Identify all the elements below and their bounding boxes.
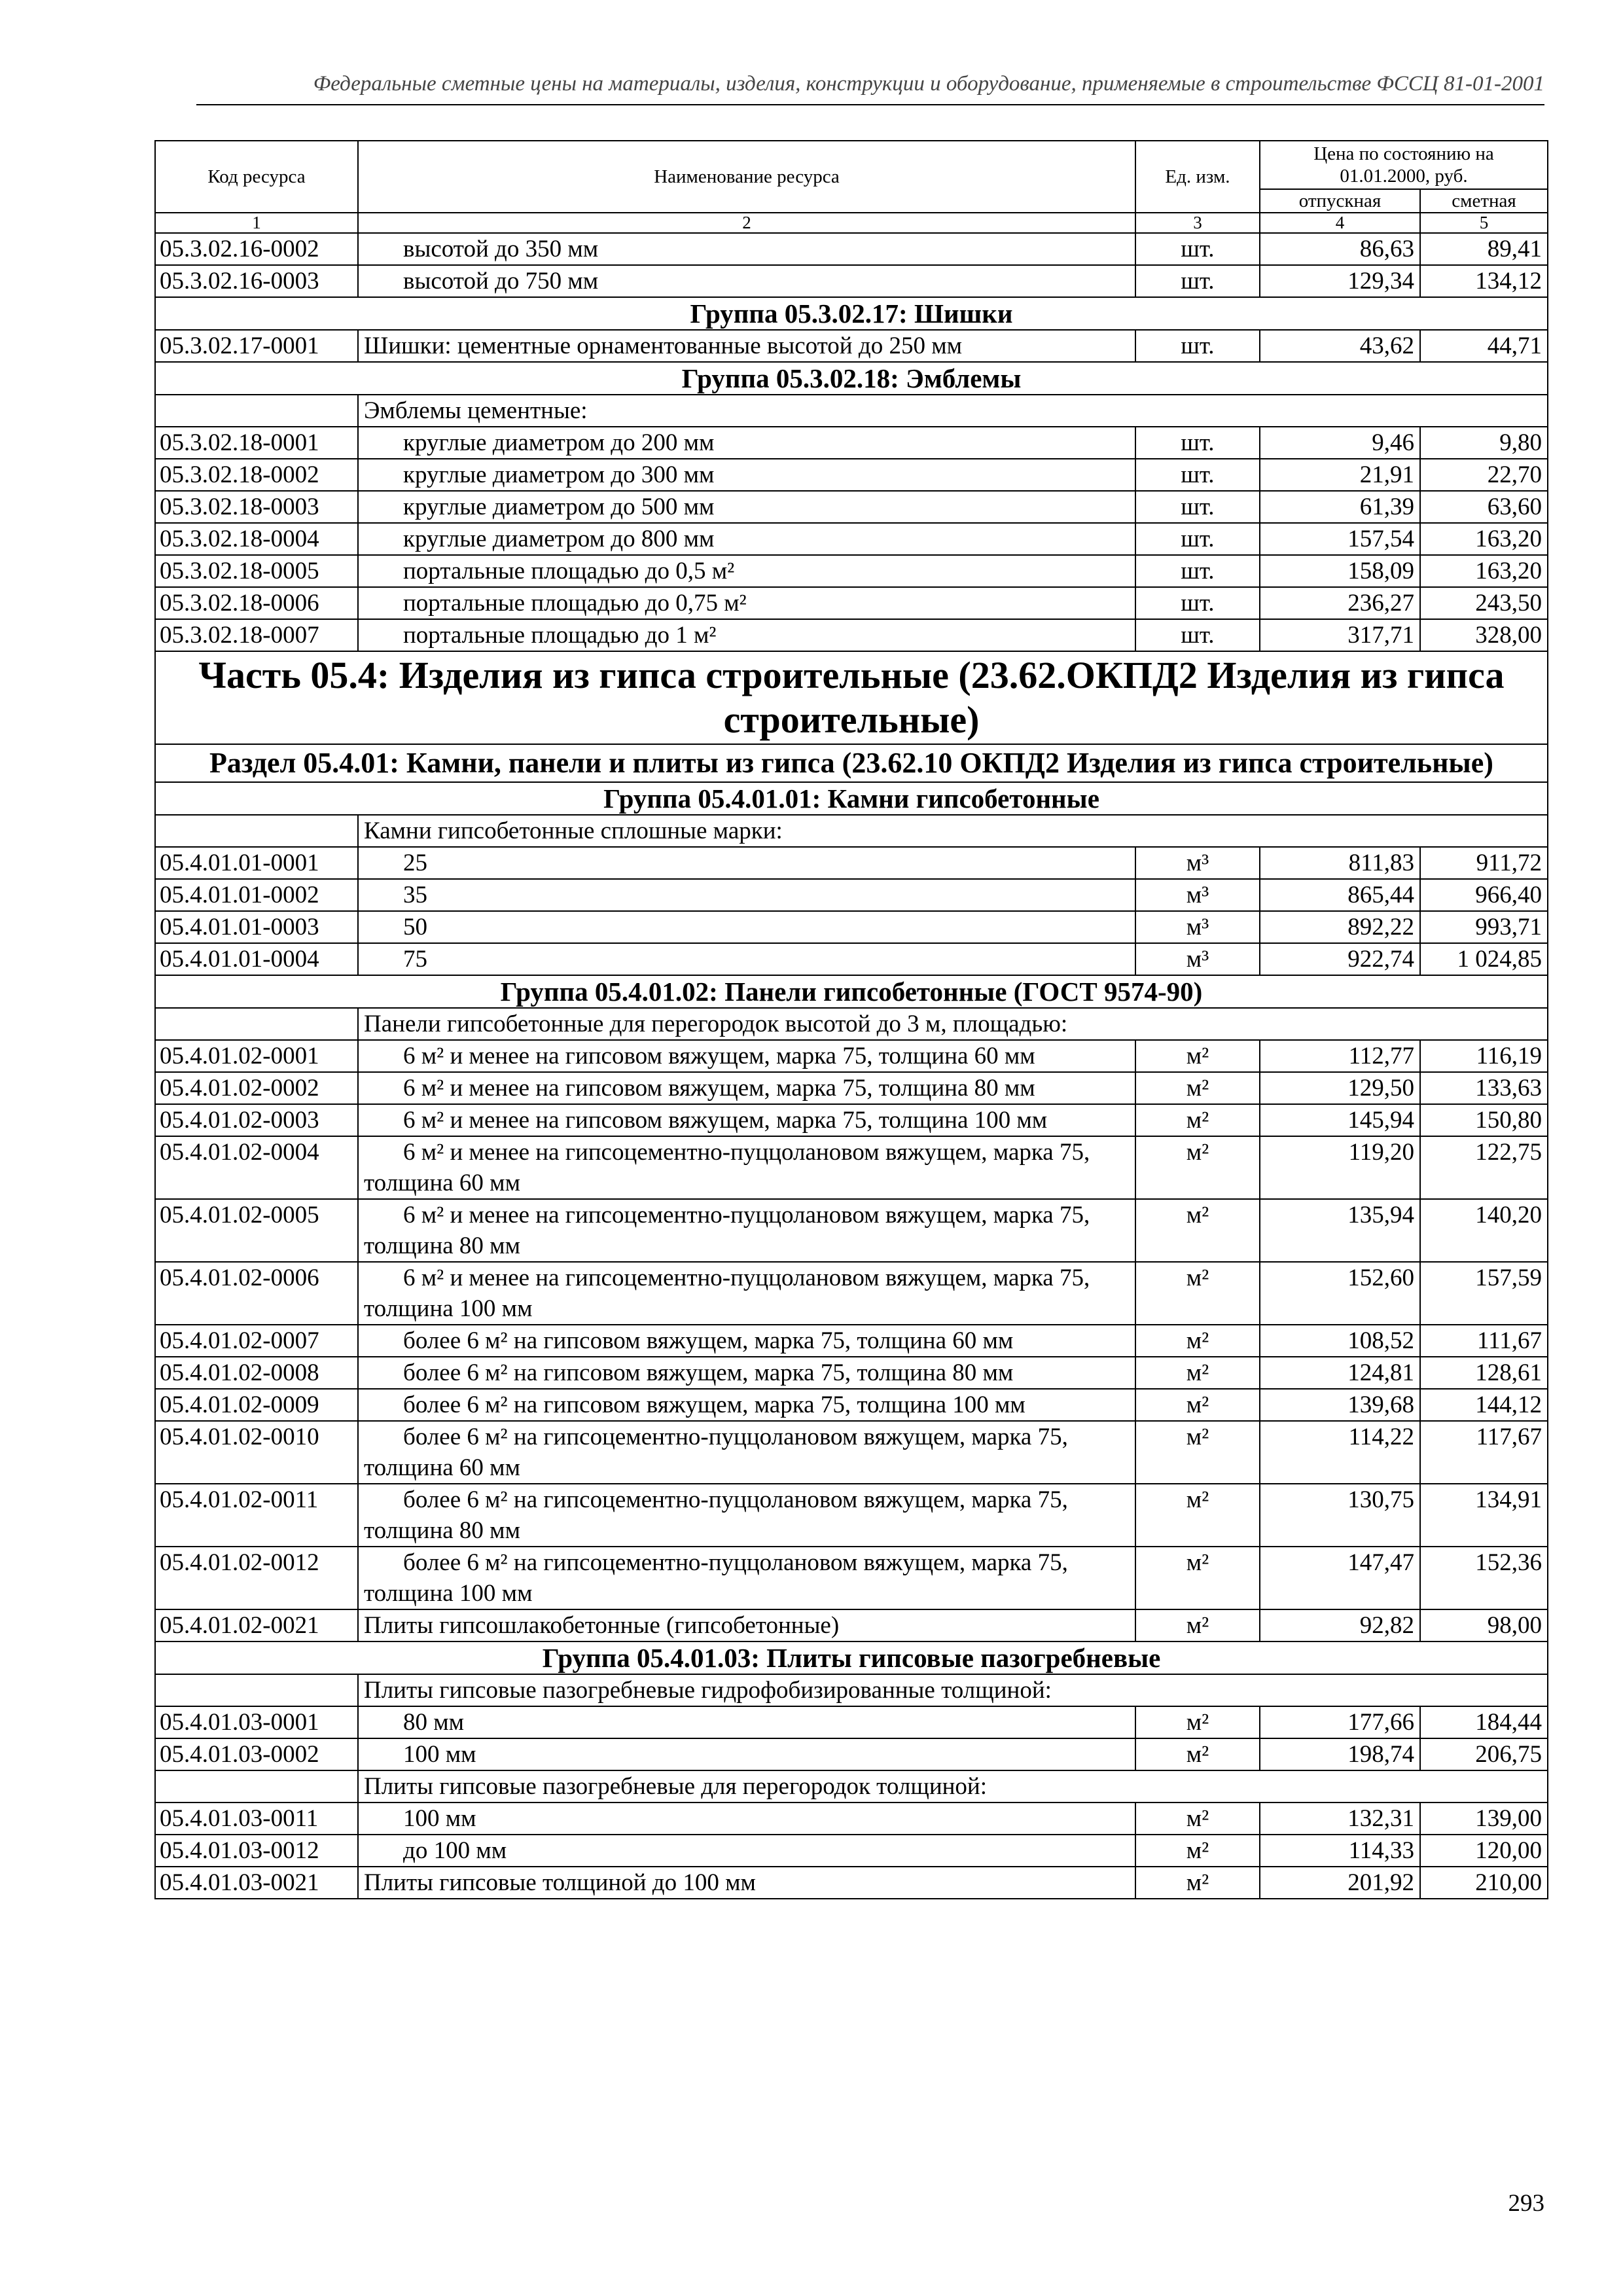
release-price: 119,20 — [1260, 1136, 1420, 1199]
empty-cell — [155, 1674, 358, 1706]
resource-code: 05.4.01.01-0002 — [155, 879, 358, 911]
resource-code: 05.3.02.18-0007 — [155, 619, 358, 651]
resource-code: 05.3.02.18-0001 — [155, 427, 358, 459]
release-price: 9,46 — [1260, 427, 1420, 459]
section-heading-row — [155, 744, 1548, 782]
resource-code: 05.3.02.17-0001 — [155, 330, 358, 362]
estimate-price: 1 024,85 — [1420, 943, 1548, 975]
unit-cell: м² — [1135, 1136, 1260, 1199]
estimate-price: 140,20 — [1420, 1199, 1548, 1262]
release-price: 811,83 — [1260, 847, 1420, 879]
running-header: Федеральные сметные цены на материалы, изделия, конструкции и оборудование, применяемые в строительстве ФССЦ 81-01-2001 — [196, 72, 1544, 105]
estimate-price: 966,40 — [1420, 879, 1548, 911]
table-row — [155, 1325, 1548, 1357]
subheading-row — [155, 815, 1548, 847]
unit-cell: шт. — [1135, 330, 1260, 362]
subheading-text: Эмблемы цементные: — [358, 395, 1548, 427]
unit-cell: м³ — [1135, 911, 1260, 943]
release-price: 112,77 — [1260, 1040, 1420, 1072]
estimate-price: 157,59 — [1420, 1262, 1548, 1325]
release-price: 147,47 — [1260, 1547, 1420, 1609]
subheading-text: Камни гипсобетонные сплошные марки: — [358, 815, 1548, 847]
resource-code: 05.3.02.16-0003 — [155, 265, 358, 297]
table-row — [155, 1072, 1548, 1104]
header-code: Код ресурса — [155, 141, 358, 213]
table-row — [155, 459, 1548, 491]
unit-cell: шт. — [1135, 233, 1260, 265]
estimate-price: 117,67 — [1420, 1421, 1548, 1484]
release-price: 129,50 — [1260, 1072, 1420, 1104]
estimate-price: 111,67 — [1420, 1325, 1548, 1357]
estimate-price: 134,91 — [1420, 1484, 1548, 1547]
table-row — [155, 911, 1548, 943]
table-row — [155, 1706, 1548, 1738]
release-price: 108,52 — [1260, 1325, 1420, 1357]
resource-code: 05.3.02.18-0002 — [155, 459, 358, 491]
resource-name: круглые диаметром до 200 мм — [358, 427, 1135, 459]
estimate-price: 206,75 — [1420, 1738, 1548, 1770]
group-title: Группа 05.4.01.02: Панели гипсобетонные (ГОСТ 9574-90) — [155, 975, 1548, 1008]
unit-cell: м² — [1135, 1609, 1260, 1641]
resource-name: 6 м² и менее на гипсоцементно-пуццолановом вяжущем, марка 75, толщина 60 мм — [358, 1136, 1135, 1199]
resource-name: 100 мм — [358, 1738, 1135, 1770]
estimate-price: 163,20 — [1420, 555, 1548, 587]
resource-code: 05.4.01.01-0001 — [155, 847, 358, 879]
unit-cell: шт. — [1135, 265, 1260, 297]
unit-cell: м² — [1135, 1835, 1260, 1867]
resource-code: 05.4.01.02-0021 — [155, 1609, 358, 1641]
release-price: 201,92 — [1260, 1867, 1420, 1899]
resource-code: 05.4.01.02-0005 — [155, 1199, 358, 1262]
subheading-text: Панели гипсобетонные для перегородок высотой до 3 м, площадью: — [358, 1008, 1548, 1040]
resource-code: 05.4.01.02-0008 — [155, 1357, 358, 1389]
resource-name: 6 м² и менее на гипсоцементно-пуццолановом вяжущем, марка 75, толщина 100 мм — [358, 1262, 1135, 1325]
table-row — [155, 847, 1548, 879]
resource-code: 05.3.02.18-0005 — [155, 555, 358, 587]
column-number: 5 — [1420, 213, 1548, 233]
release-price: 129,34 — [1260, 265, 1420, 297]
release-price: 61,39 — [1260, 491, 1420, 523]
group-heading-row — [155, 975, 1548, 1008]
unit-cell: шт. — [1135, 555, 1260, 587]
table-row — [155, 523, 1548, 555]
resource-name: до 100 мм — [358, 1835, 1135, 1867]
subheading-row — [155, 1674, 1548, 1706]
resource-code: 05.4.01.03-0002 — [155, 1738, 358, 1770]
release-price: 114,22 — [1260, 1421, 1420, 1484]
release-price: 86,63 — [1260, 233, 1420, 265]
group-heading-row — [155, 782, 1548, 815]
group-heading-row — [155, 362, 1548, 395]
price-table — [154, 140, 1548, 1899]
resource-name: более 6 м² на гипсоцементно-пуццолановом вяжущем, марка 75, толщина 60 мм — [358, 1421, 1135, 1484]
header-name: Наименование ресурса — [358, 141, 1135, 213]
estimate-price: 144,12 — [1420, 1389, 1548, 1421]
estimate-price: 128,61 — [1420, 1357, 1548, 1389]
resource-code: 05.4.01.03-0021 — [155, 1867, 358, 1899]
resource-name: 6 м² и менее на гипсовом вяжущем, марка 75, толщина 80 мм — [358, 1072, 1135, 1104]
empty-cell — [155, 815, 358, 847]
release-price: 865,44 — [1260, 879, 1420, 911]
table-row — [155, 427, 1548, 459]
unit-cell: м² — [1135, 1104, 1260, 1136]
unit-cell: шт. — [1135, 427, 1260, 459]
resource-name: Плиты гипсовые толщиной до 100 мм — [358, 1867, 1135, 1899]
estimate-price: 44,71 — [1420, 330, 1548, 362]
group-title: Группа 05.3.02.17: Шишки — [155, 297, 1548, 330]
release-price: 92,82 — [1260, 1609, 1420, 1641]
unit-cell: м³ — [1135, 879, 1260, 911]
resource-name: 35 — [358, 879, 1135, 911]
resource-name: 50 — [358, 911, 1135, 943]
table-row — [155, 1040, 1548, 1072]
resource-name: 6 м² и менее на гипсовом вяжущем, марка 75, толщина 100 мм — [358, 1104, 1135, 1136]
resource-name: круглые диаметром до 300 мм — [358, 459, 1135, 491]
unit-cell: шт. — [1135, 523, 1260, 555]
header-release: отпускная — [1260, 189, 1420, 213]
resource-name: Плиты гипсошлакобетонные (гипсобетонные) — [358, 1609, 1135, 1641]
unit-cell: м³ — [1135, 847, 1260, 879]
resource-name: круглые диаметром до 800 мм — [358, 523, 1135, 555]
resource-name: более 6 м² на гипсовом вяжущем, марка 75, толщина 100 мм — [358, 1389, 1135, 1421]
resource-code: 05.4.01.03-0012 — [155, 1835, 358, 1867]
release-price: 43,62 — [1260, 330, 1420, 362]
resource-name: более 6 м² на гипсовом вяжущем, марка 75, толщина 80 мм — [358, 1357, 1135, 1389]
resource-name: высотой до 350 мм — [358, 233, 1135, 265]
unit-cell: м² — [1135, 1072, 1260, 1104]
unit-cell: м² — [1135, 1421, 1260, 1484]
section-title: Раздел 05.4.01: Камни, панели и плиты из гипса (23.62.10 ОКПД2 Изделия из гипса строительные) — [155, 744, 1548, 782]
subheading-row — [155, 1770, 1548, 1803]
unit-cell: м² — [1135, 1547, 1260, 1609]
estimate-price: 122,75 — [1420, 1136, 1548, 1199]
release-price: 198,74 — [1260, 1738, 1420, 1770]
empty-cell — [155, 1770, 358, 1803]
unit-cell: м² — [1135, 1199, 1260, 1262]
release-price: 152,60 — [1260, 1262, 1420, 1325]
unit-cell: шт. — [1135, 491, 1260, 523]
unit-cell: м² — [1135, 1706, 1260, 1738]
header-price: Цена по состоянию на 01.01.2000, руб. — [1260, 141, 1548, 189]
resource-code: 05.3.02.18-0006 — [155, 587, 358, 619]
release-price: 132,31 — [1260, 1803, 1420, 1835]
table-row — [155, 491, 1548, 523]
empty-cell — [155, 395, 358, 427]
estimate-price: 152,36 — [1420, 1547, 1548, 1609]
unit-cell: м³ — [1135, 943, 1260, 975]
group-title: Группа 05.4.01.03: Плиты гипсовые пазогребневые — [155, 1641, 1548, 1674]
estimate-price: 116,19 — [1420, 1040, 1548, 1072]
header-estimate: сметная — [1420, 189, 1548, 213]
release-price: 177,66 — [1260, 1706, 1420, 1738]
unit-cell: м² — [1135, 1389, 1260, 1421]
resource-code: 05.3.02.16-0002 — [155, 233, 358, 265]
table-row — [155, 1389, 1548, 1421]
column-number: 1 — [155, 213, 358, 233]
group-heading-row — [155, 1641, 1548, 1674]
unit-cell: м² — [1135, 1867, 1260, 1899]
release-price: 139,68 — [1260, 1389, 1420, 1421]
table-row — [155, 555, 1548, 587]
estimate-price: 210,00 — [1420, 1867, 1548, 1899]
estimate-price: 9,80 — [1420, 427, 1548, 459]
table-row — [155, 1484, 1548, 1547]
header-unit: Ед. изм. — [1135, 141, 1260, 213]
resource-code: 05.4.01.02-0004 — [155, 1136, 358, 1199]
subheading-row — [155, 1008, 1548, 1040]
resource-name: круглые диаметром до 500 мм — [358, 491, 1135, 523]
release-price: 145,94 — [1260, 1104, 1420, 1136]
unit-cell: м² — [1135, 1357, 1260, 1389]
resource-name: 6 м² и менее на гипсовом вяжущем, марка 75, толщина 60 мм — [358, 1040, 1135, 1072]
estimate-price: 328,00 — [1420, 619, 1548, 651]
resource-name: высотой до 750 мм — [358, 265, 1135, 297]
release-price: 124,81 — [1260, 1357, 1420, 1389]
resource-name: более 6 м² на гипсовом вяжущем, марка 75, толщина 60 мм — [358, 1325, 1135, 1357]
resource-code: 05.4.01.02-0009 — [155, 1389, 358, 1421]
table-row — [155, 1136, 1548, 1199]
table-row — [155, 1104, 1548, 1136]
resource-code: 05.4.01.01-0003 — [155, 911, 358, 943]
column-number: 4 — [1260, 213, 1420, 233]
subheading-text: Плиты гипсовые пазогребневые для перегородок толщиной: — [358, 1770, 1548, 1803]
table-header — [155, 141, 1548, 233]
group-title: Группа 05.3.02.18: Эмблемы — [155, 362, 1548, 395]
column-number: 2 — [358, 213, 1135, 233]
estimate-price: 133,63 — [1420, 1072, 1548, 1104]
resource-name: более 6 м² на гипсоцементно-пуццолановом вяжущем, марка 75, толщина 80 мм — [358, 1484, 1135, 1547]
page-number: 293 — [1508, 2190, 1544, 2217]
resource-name: 100 мм — [358, 1803, 1135, 1835]
release-price: 114,33 — [1260, 1835, 1420, 1867]
table-body — [155, 233, 1548, 1899]
estimate-price: 993,71 — [1420, 911, 1548, 943]
group-title: Группа 05.4.01.01: Камни гипсобетонные — [155, 782, 1548, 815]
resource-name: портальные площадью до 0,5 м² — [358, 555, 1135, 587]
table-row — [155, 1357, 1548, 1389]
table-row — [155, 1738, 1548, 1770]
part-heading-row — [155, 651, 1548, 744]
unit-cell: м² — [1135, 1325, 1260, 1357]
table-row — [155, 1262, 1548, 1325]
unit-cell: шт. — [1135, 587, 1260, 619]
estimate-price: 163,20 — [1420, 523, 1548, 555]
subheading-text: Плиты гипсовые пазогребневые гидрофобизированные толщиной: — [358, 1674, 1548, 1706]
resource-name: 6 м² и менее на гипсоцементно-пуццолановом вяжущем, марка 75, толщина 80 мм — [358, 1199, 1135, 1262]
table-row — [155, 879, 1548, 911]
group-heading-row — [155, 297, 1548, 330]
resource-code: 05.4.01.02-0007 — [155, 1325, 358, 1357]
unit-cell: м² — [1135, 1262, 1260, 1325]
resource-code: 05.4.01.02-0001 — [155, 1040, 358, 1072]
table-row — [155, 587, 1548, 619]
empty-cell — [155, 1008, 358, 1040]
estimate-price: 120,00 — [1420, 1835, 1548, 1867]
unit-cell: шт. — [1135, 459, 1260, 491]
resource-name: Шишки: цементные орнаментованные высотой до 250 мм — [358, 330, 1135, 362]
resource-code: 05.4.01.03-0001 — [155, 1706, 358, 1738]
resource-name: портальные площадью до 0,75 м² — [358, 587, 1135, 619]
estimate-price: 150,80 — [1420, 1104, 1548, 1136]
subheading-row — [155, 395, 1548, 427]
estimate-price: 134,12 — [1420, 265, 1548, 297]
table-row — [155, 265, 1548, 297]
resource-code: 05.3.02.18-0003 — [155, 491, 358, 523]
resource-name: 75 — [358, 943, 1135, 975]
part-title: Часть 05.4: Изделия из гипса строительные (23.62.ОКПД2 Изделия из гипса строительные) — [155, 651, 1548, 744]
resource-name: более 6 м² на гипсоцементно-пуццолановом вяжущем, марка 75, толщина 100 мм — [358, 1547, 1135, 1609]
resource-code: 05.4.01.02-0006 — [155, 1262, 358, 1325]
release-price: 922,74 — [1260, 943, 1420, 975]
estimate-price: 184,44 — [1420, 1706, 1548, 1738]
table-row — [155, 233, 1548, 265]
release-price: 130,75 — [1260, 1484, 1420, 1547]
estimate-price: 139,00 — [1420, 1803, 1548, 1835]
resource-code: 05.4.01.02-0002 — [155, 1072, 358, 1104]
resource-name: 80 мм — [358, 1706, 1135, 1738]
estimate-price: 911,72 — [1420, 847, 1548, 879]
release-price: 236,27 — [1260, 587, 1420, 619]
resource-name: 25 — [358, 847, 1135, 879]
estimate-price: 98,00 — [1420, 1609, 1548, 1641]
column-number: 3 — [1135, 213, 1260, 233]
table-row — [155, 619, 1548, 651]
release-price: 135,94 — [1260, 1199, 1420, 1262]
resource-code: 05.4.01.02-0010 — [155, 1421, 358, 1484]
resource-code: 05.4.01.01-0004 — [155, 943, 358, 975]
unit-cell: м² — [1135, 1484, 1260, 1547]
resource-code: 05.3.02.18-0004 — [155, 523, 358, 555]
resource-code: 05.4.01.03-0011 — [155, 1803, 358, 1835]
table-row — [155, 1835, 1548, 1867]
table-row — [155, 943, 1548, 975]
estimate-price: 89,41 — [1420, 233, 1548, 265]
unit-cell: м² — [1135, 1738, 1260, 1770]
estimate-price: 22,70 — [1420, 459, 1548, 491]
table-row — [155, 330, 1548, 362]
table-row — [155, 1199, 1548, 1262]
table-row — [155, 1421, 1548, 1484]
unit-cell: м² — [1135, 1040, 1260, 1072]
resource-name: портальные площадью до 1 м² — [358, 619, 1135, 651]
resource-code: 05.4.01.02-0003 — [155, 1104, 358, 1136]
unit-cell: шт. — [1135, 619, 1260, 651]
estimate-price: 243,50 — [1420, 587, 1548, 619]
estimate-price: 63,60 — [1420, 491, 1548, 523]
resource-code: 05.4.01.02-0011 — [155, 1484, 358, 1547]
resource-code: 05.4.01.02-0012 — [155, 1547, 358, 1609]
release-price: 21,91 — [1260, 459, 1420, 491]
release-price: 892,22 — [1260, 911, 1420, 943]
release-price: 157,54 — [1260, 523, 1420, 555]
table-row — [155, 1867, 1548, 1899]
unit-cell: м² — [1135, 1803, 1260, 1835]
table-row — [155, 1609, 1548, 1641]
table-row — [155, 1803, 1548, 1835]
release-price: 158,09 — [1260, 555, 1420, 587]
release-price: 317,71 — [1260, 619, 1420, 651]
table-row — [155, 1547, 1548, 1609]
